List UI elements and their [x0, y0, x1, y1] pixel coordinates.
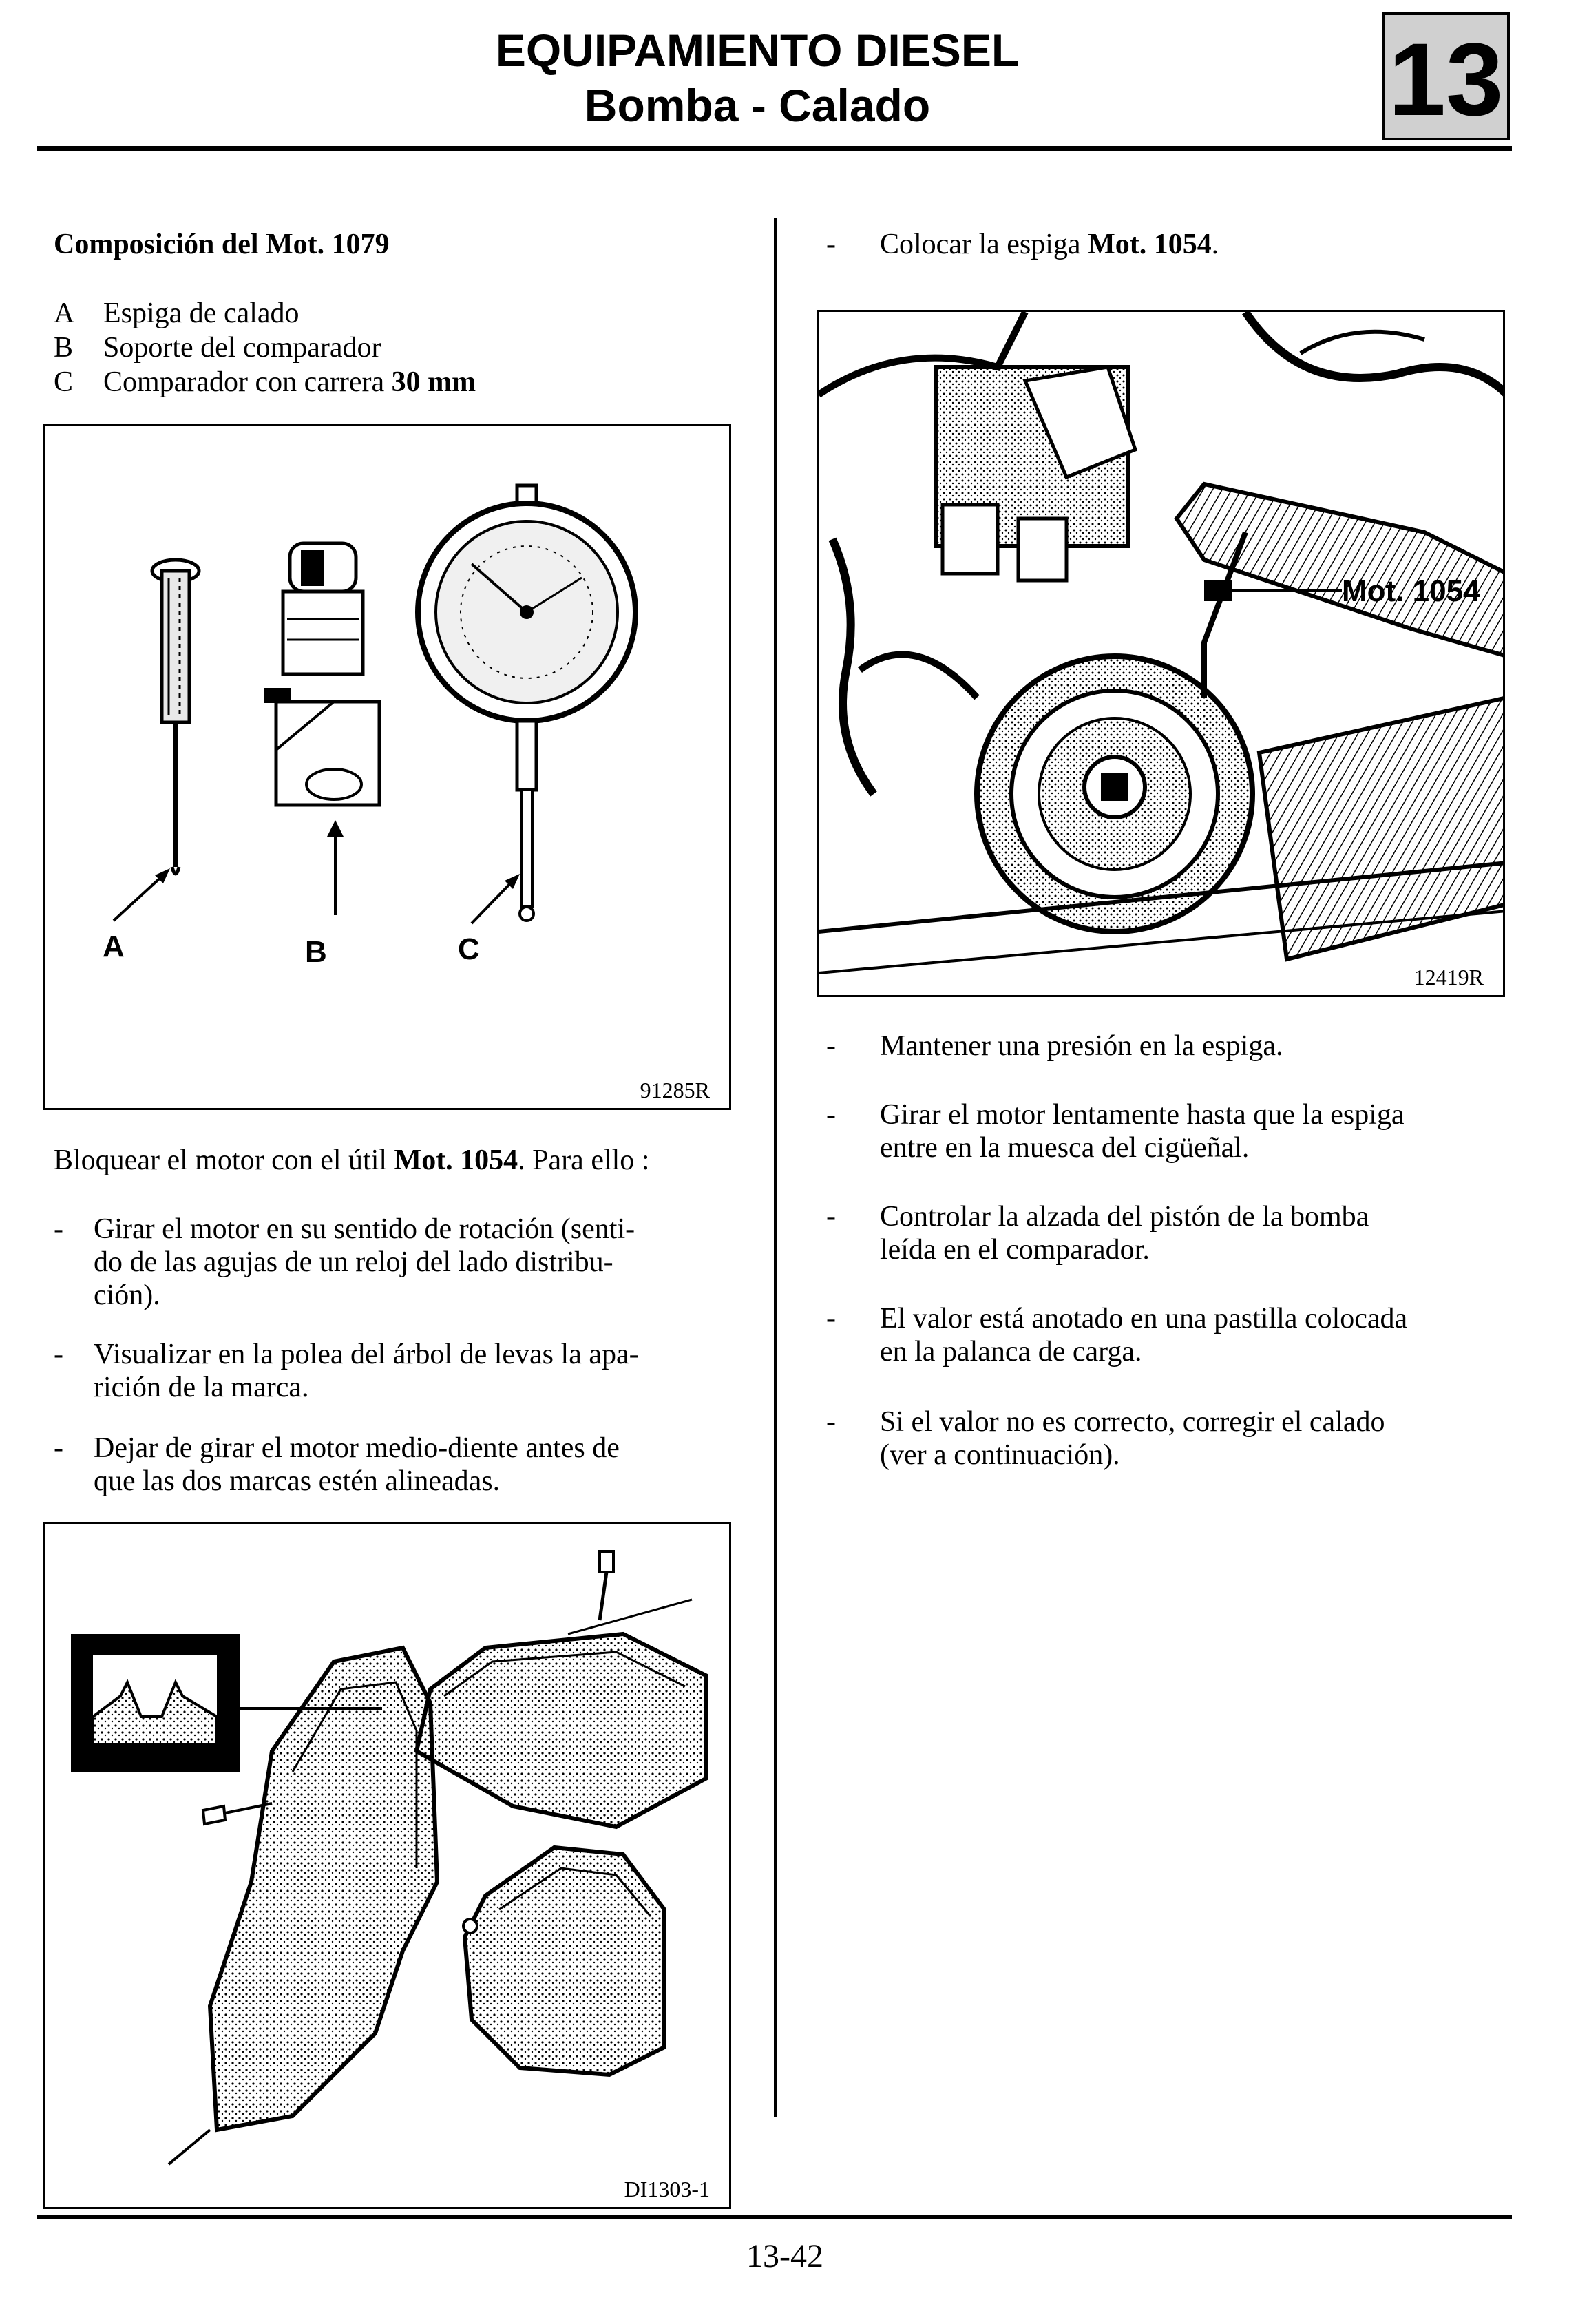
chapter-number-badge: 13 [1382, 12, 1510, 140]
composition-heading: Composición del Mot. 1079 [54, 229, 390, 260]
covers-illustration [45, 1524, 731, 2209]
step-dash: - [54, 1339, 63, 1370]
list-item-letter: C [54, 366, 74, 398]
page-title: EQUIPAMIENTO DIESEL [495, 25, 1020, 76]
figure-tools-mot1079 [43, 424, 731, 1110]
figure-code: 91285R [640, 1078, 710, 1102]
page-number: 13-42 [746, 2238, 823, 2274]
pin-drawing [114, 560, 199, 921]
step-line: que las dos marcas estén alineadas. [94, 1465, 501, 1497]
step-dash: - [826, 1201, 836, 1233]
figure-timing-covers [43, 1522, 731, 2209]
step-line: Controlar la alzada del pistón de la bomba [880, 1201, 1369, 1233]
step-dash: - [826, 1099, 836, 1131]
figure-engine-mot1054 [817, 310, 1505, 997]
step-dash: - [54, 1213, 63, 1245]
step-line: en la palanca de carga. [880, 1336, 1142, 1368]
list-item-text: Soporte del comparador [103, 332, 381, 364]
callout-label: Mot. 1054 [1342, 574, 1480, 608]
step-line: Mantener una presión en la espiga. [880, 1030, 1283, 1062]
support-drawing [264, 543, 379, 915]
step-line: (ver a continuación). [880, 1439, 1120, 1471]
step-line: Dejar de girar el motor medio-diente antes de [94, 1432, 620, 1464]
figure-code: 12419R [1413, 965, 1484, 990]
step-dash: - [826, 1303, 836, 1334]
step-line: Girar el motor lentamente hasta que la espiga [880, 1099, 1405, 1131]
step-line: Si el valor no es correcto, corregir el calado [880, 1406, 1385, 1438]
engine-illustration [819, 312, 1505, 997]
step-dash: - [826, 1030, 836, 1062]
list-item-letter: B [54, 332, 74, 364]
step-line: rición de la marca. [94, 1372, 309, 1403]
label-b: B [305, 935, 327, 969]
footer-rule [37, 2215, 1512, 2219]
step-dash: - [826, 1406, 836, 1438]
tool-illustration [45, 426, 731, 1110]
step-dash: - [54, 1432, 63, 1464]
page-subtitle: Bomba - Calado [584, 80, 931, 131]
column-divider [774, 218, 777, 2117]
figure-code: DI1303-1 [624, 2177, 710, 2201]
step-line: ción). [94, 1279, 160, 1311]
header-rule [37, 146, 1512, 151]
step-line: Visualizar en la polea del árbol de levas la apa- [94, 1339, 639, 1370]
step-line: leída en el comparador. [880, 1234, 1150, 1266]
step-line: Colocar la espiga Mot. 1054. [880, 229, 1219, 260]
dial-gauge-drawing [418, 485, 635, 923]
step-line: do de las agujas de un reloj del lado distribu- [94, 1246, 613, 1278]
step-line: El valor está anotado en una pastilla colocada [880, 1303, 1408, 1334]
label-c: C [458, 932, 480, 966]
step-dash: - [826, 229, 836, 260]
list-item-letter: A [54, 297, 75, 329]
intro-paragraph: Bloquear el motor con el útil Mot. 1054. Para ello : [54, 1144, 650, 1176]
label-a: A [103, 930, 125, 963]
list-item-text: Comparador con carrera 30 mm [103, 366, 476, 398]
step-line: Girar el motor en su sentido de rotación (senti- [94, 1213, 635, 1245]
list-item-text: Espiga de calado [103, 297, 299, 329]
step-line: entre en la muesca del cigüeñal. [880, 1132, 1250, 1164]
